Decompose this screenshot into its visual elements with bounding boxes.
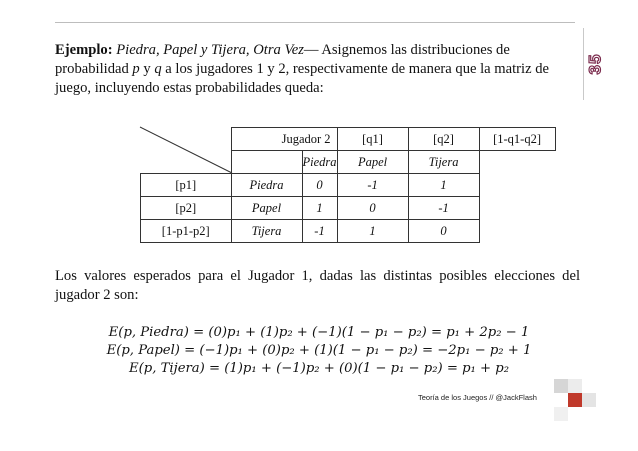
expected-values-text: Los valores esperados para el Jugador 1, dadas las distintas posibles elecciones del jugador 2 son: [55,268,580,303]
equation-tijera: E(p, Tijera) = (1)p₁ + (−1)p₂ + (0)(1 − p₁ − p₂) = p₁ + p₂ [129,361,509,376]
col-name-tijera: Tijera [408,151,479,174]
payoff-cell: -1 [302,220,337,243]
var-p: p [132,61,140,77]
example-label: Ejemplo: [55,42,113,58]
col-prob-q2: [q2] [408,128,479,151]
empty-cell [141,128,232,151]
title-separator: — [303,42,319,58]
decor-square [582,393,596,407]
col-name-papel: Papel [337,151,408,174]
payoff-cell: 1 [337,220,408,243]
payoff-cell: 1 [302,197,337,220]
decor-square [554,379,568,393]
row-name: Piedra [231,174,302,197]
equation-piedra: E(p, Piedra) = (0)p₁ + (1)p₂ + (−1)(1 − p₁ − p₂) = p₁ + 2p₂ − 1 [108,325,530,340]
row-prob: [p2] [141,197,232,220]
corner-cell [231,151,302,174]
footer-text: Teoría de los Juegos // @JackFlash [418,393,537,402]
equation-papel: E(p, Papel) = (−1)p₁ + (0)p₂ + (1)(1 − p₁ − p₂) = −2p₁ − p₂ + 1 [106,343,532,358]
row-name: Papel [231,197,302,220]
intro-text-1: Asignemos las distribuciones de probabilidad [55,42,510,77]
game-matrix [140,127,556,243]
example-title: Piedra, Papel y Tijera, Otra Vez [116,42,304,58]
row-name: Tijera [231,220,302,243]
payoff-cell: -1 [337,174,408,197]
intro-paragraph [55,41,580,98]
payoff-cell: 0 [408,220,479,243]
empty-cell [141,151,232,174]
col-prob-q1: [q1] [337,128,408,151]
page-number-tab [583,28,606,100]
jugador-2-header [231,128,337,151]
row-prob: [p1] [141,174,232,197]
table-row [141,220,556,243]
decor-square [568,379,582,393]
payoff-cell: 0 [337,197,408,220]
col-name-piedra: Piedra [302,151,337,174]
row-prob: [1-p1-p2] [141,220,232,243]
var-q: q [154,61,162,77]
top-divider [55,22,575,23]
page-number: 35 [584,53,604,75]
intro-and: y [139,61,155,77]
payoff-cell: 0 [302,174,337,197]
table-row [141,197,556,220]
intro-text-2: a los jugadores 1 y 2, respectivamente de manera que la matriz de juego, incluyendo estas probabilidades queda: [55,61,549,96]
decor-square [554,407,568,421]
payoff-cell: 1 [408,174,479,197]
table-row [141,174,556,197]
payoff-cell: -1 [408,197,479,220]
col-prob-q3: [1-q1-q2] [479,128,555,151]
jugador-2-label: Jugador 2 [281,131,331,146]
accent-square [568,393,582,407]
